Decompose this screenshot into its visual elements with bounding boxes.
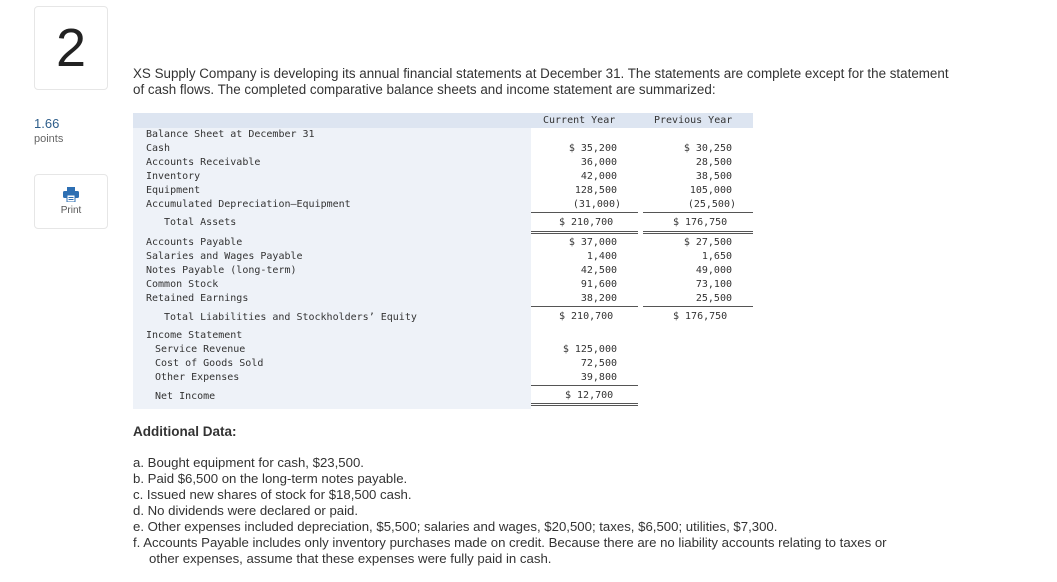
total-liabilities-previous: $ 176,750 <box>673 311 728 322</box>
row-current: 128,500 <box>574 185 617 196</box>
list-item: a. Bought equipment for cash, $23,500. <box>133 455 364 470</box>
row-label: Accounts Payable <box>146 237 243 248</box>
row-current: 42,000 <box>580 171 617 182</box>
row-current: 42,500 <box>580 265 617 276</box>
row-label: Service Revenue <box>155 344 246 355</box>
row-previous: 38,500 <box>695 171 732 182</box>
question-intro: XS Supply Company is developing its annual financial statements at December 31. The statements are complete except for the statement of cash flows. The completed comparative balance sheets and income statement are summarized: <box>133 66 949 97</box>
list-item: e. Other expenses included depreciation, $5,500; salaries and wages, $20,500; taxes, $6,500; utilities, $7,300. <box>133 519 778 534</box>
list-item: f. Accounts Payable includes only inventory purchases made on credit. Because there are no liability accounts relating to taxes or <box>133 535 887 550</box>
print-label: Print <box>60 205 82 216</box>
points-label: points <box>34 133 64 145</box>
row-label: Salaries and Wages Payable <box>146 251 303 262</box>
row-previous: 28,500 <box>695 157 732 168</box>
total-assets-label: Total Assets <box>164 217 237 228</box>
subtotal-rule <box>643 306 753 307</box>
list-item: d. No dividends were declared or paid. <box>133 503 359 518</box>
subtotal-rule <box>531 306 638 307</box>
additional-data-title: Additional Data: <box>133 424 237 439</box>
total-liabilities-label: Total Liabilities and Stockholders’ Equity <box>164 312 417 323</box>
row-label: Equipment <box>146 185 201 196</box>
row-label: Accumulated Depreciation—Equipment <box>146 199 351 210</box>
total-assets-current: $ 210,700 <box>559 217 614 228</box>
row-previous: 73,100 <box>695 279 732 290</box>
subtotal-rule <box>531 385 638 386</box>
row-current: $ 35,200 <box>568 143 617 154</box>
row-label: Common Stock <box>146 279 219 290</box>
row-label: Retained Earnings <box>146 293 249 304</box>
row-label: Cost of Goods Sold <box>155 358 264 369</box>
row-label: Inventory <box>146 171 201 182</box>
net-income-label: Net Income <box>155 391 216 402</box>
row-previous: 49,000 <box>695 265 732 276</box>
row-current: 1,400 <box>586 251 617 262</box>
total-assets-previous: $ 176,750 <box>673 217 728 228</box>
net-income-current: $ 12,700 <box>565 390 614 401</box>
list-item: other expenses, assume that these expenses were fully paid in cash. <box>149 551 552 566</box>
points-value: 1.66 <box>34 116 60 131</box>
row-label: Other Expenses <box>155 372 240 383</box>
row-previous: (25,500) <box>687 199 736 210</box>
balance-sheet-heading: Balance Sheet at December 31 <box>146 129 315 140</box>
total-double-rule <box>531 403 638 406</box>
row-current: 36,000 <box>580 157 617 168</box>
row-previous: $ 30,250 <box>683 143 732 154</box>
total-liabilities-current: $ 210,700 <box>559 311 614 322</box>
row-previous: $ 27,500 <box>683 237 732 248</box>
subtotal-rule <box>643 212 753 213</box>
row-current: $ 37,000 <box>568 237 617 248</box>
subtotal-rule <box>531 212 638 213</box>
printer-icon <box>63 187 79 202</box>
list-item: c. Issued new shares of stock for $18,500 cash. <box>133 487 412 502</box>
col-header-current: Current Year <box>543 115 616 126</box>
row-current: $ 125,000 <box>562 344 617 355</box>
row-previous: 25,500 <box>695 293 732 304</box>
row-current: 72,500 <box>580 358 617 369</box>
row-label: Cash <box>146 143 171 154</box>
row-previous: 1,650 <box>701 251 732 262</box>
total-double-rule <box>643 231 753 234</box>
row-previous: 105,000 <box>689 185 732 196</box>
row-current: (31,000) <box>572 199 621 210</box>
row-label: Notes Payable (long-term) <box>146 265 297 276</box>
print-button[interactable] <box>34 174 108 229</box>
income-statement-heading: Income Statement <box>146 330 243 341</box>
list-item: b. Paid $6,500 on the long-term notes payable. <box>133 471 408 486</box>
row-current: 38,200 <box>580 293 617 304</box>
question-number: 2 <box>34 6 108 90</box>
total-double-rule <box>531 231 638 234</box>
col-header-previous: Previous Year <box>654 115 733 126</box>
additional-data-list <box>133 455 963 567</box>
row-current: 91,600 <box>580 279 617 290</box>
row-label: Accounts Receivable <box>146 157 261 168</box>
financial-statements-table <box>133 113 753 409</box>
row-current: 39,800 <box>580 372 617 383</box>
